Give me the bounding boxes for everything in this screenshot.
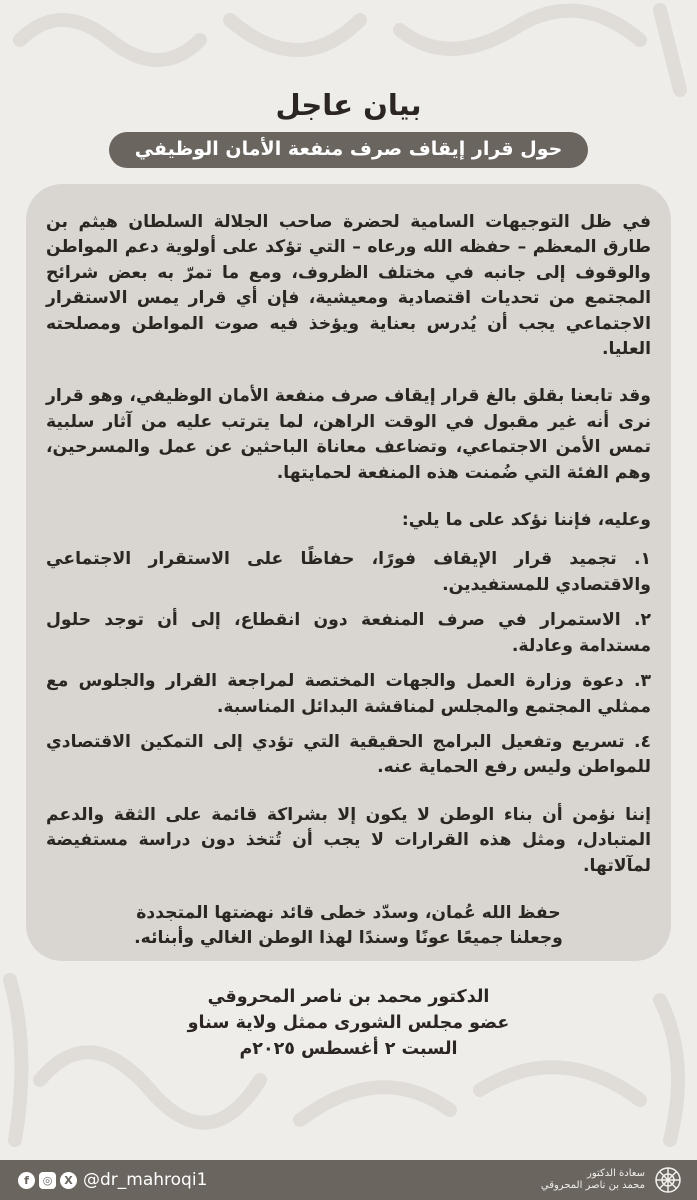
- closing-line-2: وجعلنا جميعًا عونًا وسندًا لهذا الوطن الغالي وأبنائه.: [134, 928, 563, 949]
- page-title: بيان عاجل: [275, 88, 422, 122]
- closing-prayer: [46, 901, 651, 952]
- paragraph-2: وقد تابعنا بقلق بالغ قرار إيقاف صرف منفعة الأمان الوظيفي، وهو قرار نرى أنه غير مقبول في الوقت الراهن، لما يترتب عليه من آثار سلبية تمس الأمن الاجتماعي، وتضاعف معاناة الباحثين عن عمل والمسرحين، وهم الفئة التي ضُمنت هذه المنفعة لحمايتها.: [46, 386, 651, 483]
- x-icon[interactable]: X: [60, 1172, 77, 1189]
- closing-line-1: حفظ الله عُمان، وسدّد خطى قائد نهضتها المتجددة: [136, 902, 561, 923]
- social-handle[interactable]: @dr_mahroqi1: [83, 1170, 208, 1190]
- facebook-icon[interactable]: f: [18, 1172, 35, 1189]
- paragraph-1: في ظل التوجيهات السامية لحضرة صاحب الجلالة السلطان هيثم بن طارق المعظم – حفظه الله ورعاه – التي تؤكد على أولوية دعم المواطن والوقوف إلى جانبه في مختلف الظروف، ومع ما تمرّ به بعض شرائح المجتمع من تحديات اقتصادية ومعيشية، فإن أي قرار يمس الاستقرار الاجتماعي يجب أن يُدرس بعناية ويؤخذ فيه صوت المواطن ومصلحته العليا.: [46, 212, 651, 360]
- list-item: ٤. تسريع وتفعيل البرامج الحقيقية التي تؤدي إلى التمكين الاقتصادي للمواطن وليس رفع الحماية عنه.: [46, 731, 651, 778]
- emblem-icon: [653, 1165, 683, 1195]
- signature-date: السبت ٢ أغسطس ٢٠٢٥م: [239, 1039, 458, 1059]
- instagram-icon[interactable]: ◎: [39, 1172, 56, 1189]
- statement-body: [46, 210, 651, 952]
- logo: [508, 1163, 683, 1197]
- list-item: ٢. الاستمرار في صرف المنفعة دون انقطاع، إلى أن توجد حلول مستدامة وعادلة.: [46, 610, 651, 656]
- demands-list: [46, 547, 651, 780]
- signature-block: [0, 984, 697, 1062]
- logo-text: [541, 1168, 645, 1192]
- subtitle-pill: حول قرار إيقاف صرف منفعة الأمان الوظيفي: [109, 132, 589, 168]
- list-item: ٣. دعوة وزارة العمل والجهات المختصة لمراجعة القرار والجلوس مع ممثلي المجتمع والمجلس لمناقشة البدائل المناسبة.: [46, 671, 651, 717]
- signature-position: عضو مجلس الشورى ممثل ولاية سناو: [187, 1013, 510, 1033]
- logo-line-1: سعادة الدكتور: [587, 1168, 645, 1179]
- list-intro: وعليه، فإننا نؤكد على ما يلي:: [401, 510, 651, 531]
- logo-line-2: محمد بن ناصر المحروقي: [540, 1180, 645, 1191]
- header: [0, 88, 697, 168]
- signature-name: الدكتور محمد بن ناصر المحروقي: [207, 987, 490, 1007]
- social-links: [18, 1168, 207, 1192]
- paragraph-3: إننا نؤمن أن بناء الوطن لا يكون إلا بشراكة قائمة على الثقة والدعم المتبادل، ومثل هذه القرارات لا يجب أن تُتخذ دون دراسة مستفيضة لمآلاتها.: [46, 804, 651, 876]
- list-item: ١. تجميد قرار الإيقاف فورًا، حفاظًا على الاستقرار الاجتماعي والاقتصادي للمستفيدين.: [46, 549, 651, 595]
